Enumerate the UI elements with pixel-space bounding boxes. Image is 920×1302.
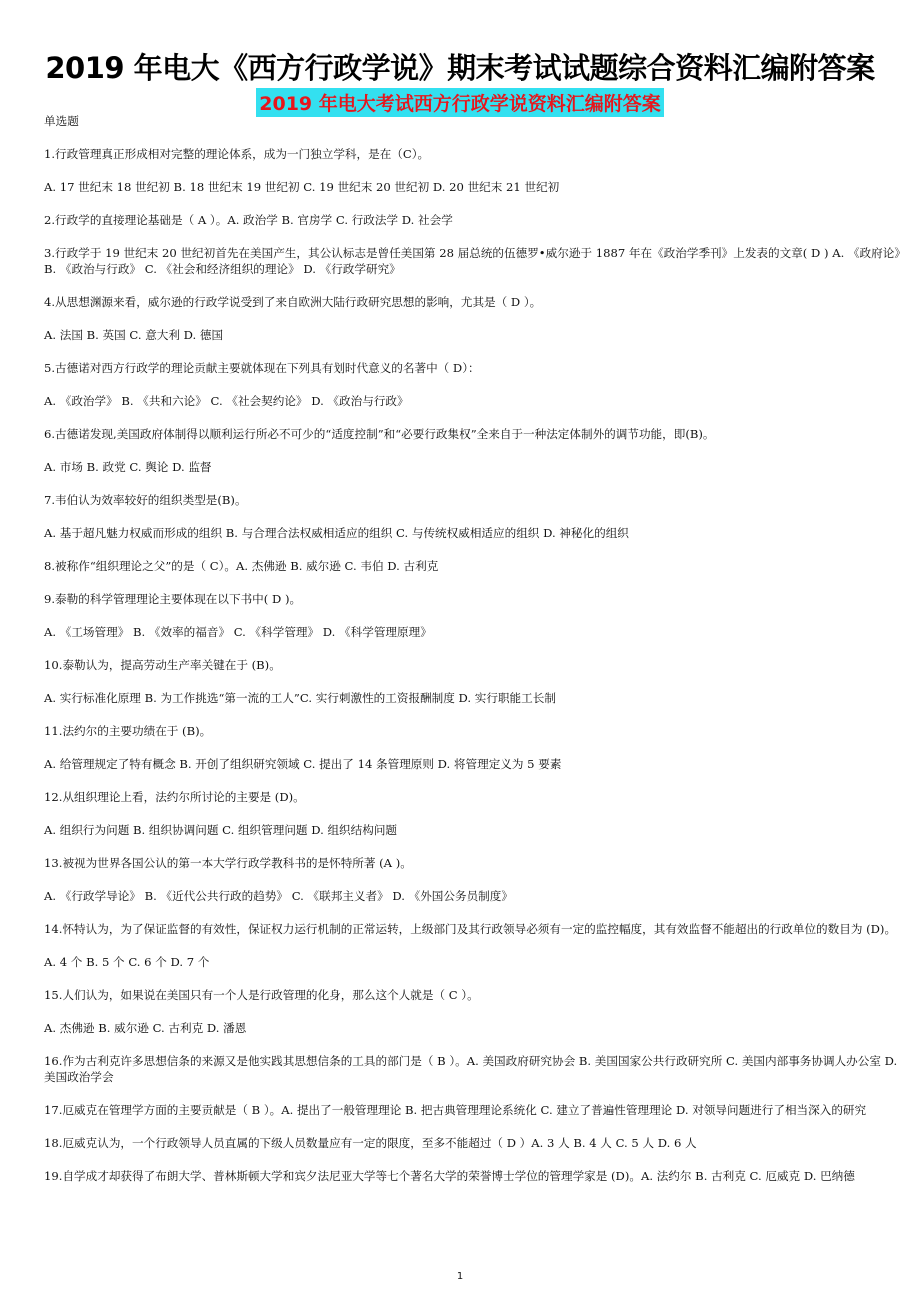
question-options: A. 给管理规定了特有概念 B. 开创了组织研究领域 C. 提出了 14 条管理原则 D. 将管理定义为 5 要素 — [44, 757, 562, 771]
question-options: A. 杰佛逊 B. 威尔逊 C. 古利克 D. 潘恩 — [44, 1021, 247, 1035]
question-options: A. 组织行为问题 B. 组织协调问题 C. 组织管理问题 D. 组织结构问题 — [44, 823, 398, 837]
question-item: 11.法约尔的主要功绩在于 (B)。 — [44, 724, 212, 738]
question-item: 17.厄威克在管理学方面的主要贡献是（ B ）。A. 提出了一般管理理论 B. 把古典管理理论系统化 C. 建立了普遍性管理理论 D. 对领导问题进行了相当深入的研究 — [44, 1103, 867, 1117]
question-item: 2.行政学的直接理论基础是（ A ）。A. 政治学 B. 官房学 C. 行政法学 D. 社会学 — [44, 213, 453, 227]
question-item: 3.行政学于 19 世纪末 20 世纪初首先在美国产生，其公认标志是曾任美国第 28 届总统的伍德罗•威尔逊于 1887 年在《政治学季刊》上发表的文章( D ) A. 《政府论》B. 《政治与行政》 C. 《社会和经济组织的理论》 D. 《行政学研究》 — [44, 246, 901, 276]
question-item: 16.作为古利克许多思想信条的来源又是他实践其思想信条的工具的部门是（ B ）。A. 美国政府研究协会 B. 美国国家公共行政研究所 C. 美国内部事务协调人办公室 D. 美国政治学会 — [44, 1054, 898, 1084]
question-options: A. 17 世纪末 18 世纪初 B. 18 世纪末 19 世纪初 C. 19 世纪末 20 世纪初 D. 20 世纪末 21 世纪初 — [44, 180, 560, 194]
question-options: A. 《行政学导论》 B. 《近代公共行政的趋势》 C. 《联邦主义者》 D. 《外国公务员制度》 — [44, 889, 513, 903]
question-item: 9.泰勒的科学管理理论主要体现在以下书中( D )。 — [44, 592, 302, 606]
document-title: 2019 年电大《西方行政学说》期末考试试题综合资料汇编附答案 — [45, 51, 875, 85]
question-item: 6.古德诺发现,美国政府体制得以顺利运行所必不可少的“适度控制”和“必要行政集权”全来自于一种法定体制外的调节功能，即(B)。 — [44, 427, 715, 441]
question-list — [44, 113, 902, 1201]
question-options: A. 市场 B. 政党 C. 舆论 D. 监督 — [44, 460, 212, 474]
question-item: 8.被称作“组织理论之父”的是（ C）。A. 杰佛逊 B. 威尔逊 C. 韦伯 D. 古利克 — [44, 559, 439, 573]
question-item: 1.行政管理真正形成相对完整的理论体系，成为一门独立学科，是在（C）。 — [44, 147, 430, 161]
section-label: 单选题 — [44, 114, 79, 128]
question-options: A. 4 个 B. 5 个 C. 6 个 D. 7 个 — [44, 955, 210, 969]
question-item: 19.自学成才却获得了布朗大学、普林斯顿大学和宾夕法尼亚大学等七个著名大学的荣誉博士学位的管理学家是 (D)。A. 法约尔 B. 古利克 C. 厄威克 D. 巴纳德 — [44, 1169, 855, 1183]
question-options: A. 基于超凡魅力权威而形成的组织 B. 与合理合法权威相适应的组织 C. 与传统权威相适应的组织 D. 神秘化的组织 — [44, 526, 629, 540]
question-item: 7.韦伯认为效率较好的组织类型是(B)。 — [44, 493, 247, 507]
question-item: 18.厄威克认为，一个行政领导人员直属的下级人员数量应有一定的限度，至多不能超过（ D ）A. 3 人 B. 4 人 C. 5 人 D. 6 人 — [44, 1136, 697, 1150]
page-number: 1 — [456, 1271, 464, 1282]
items-container — [44, 146, 902, 1184]
question-item: 15.人们认为，如果说在美国只有一个人是行政管理的化身，那么这个人就是（ C ）。 — [44, 988, 479, 1002]
question-item: 12.从组织理论上看，法约尔所讨论的主要是 (D)。 — [44, 790, 305, 804]
question-item: 14.怀特认为，为了保证监督的有效性，保证权力运行机制的正常运转，上级部门及其行政领导必须有一定的监控幅度，其有效监督不能超出的行政单位的数目为 (D)。 — [44, 922, 897, 936]
document-subtitle: 2019 年电大考试西方行政学说资料汇编附答案 — [256, 88, 664, 117]
question-options: A. 法国 B. 英国 C. 意大利 D. 德国 — [44, 328, 224, 342]
question-options: A. 实行标准化原理 B. 为工作挑选“第一流的工人”C. 实行刺激性的工资报酬制度 D. 实行职能工长制 — [44, 691, 556, 705]
question-item: 13.被视为世界各国公认的第一本大学行政学教科书的是怀特所著 (A )。 — [44, 856, 412, 870]
question-options: A. 《政治学》 B. 《共和六论》 C. 《社会契约论》 D. 《政治与行政》 — [44, 394, 409, 408]
question-item: 5.古德诺对西方行政学的理论贡献主要就体现在下列具有划时代意义的名著中（ D）： — [44, 361, 480, 375]
question-options: A. 《工场管理》 B. 《效率的福音》 C. 《科学管理》 D. 《科学管理原理》 — [44, 625, 432, 639]
question-item: 4.从思想渊源来看，威尔逊的行政学说受到了来自欧洲大陆行政研究思想的影响，尤其是（ D ）。 — [44, 295, 542, 309]
question-item: 10.泰勒认为，提高劳动生产率关键在于 (B)。 — [44, 658, 281, 672]
